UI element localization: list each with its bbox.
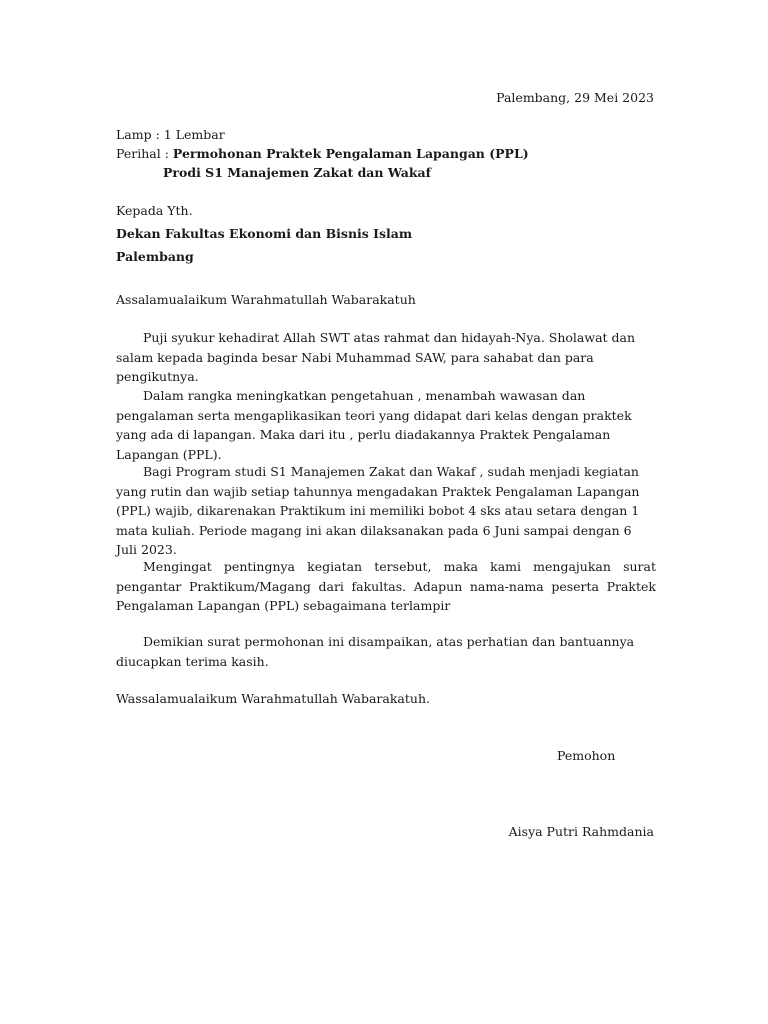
recipient-city: Palembang [116,249,194,264]
perihal-subject-line2: Prodi S1 Manajemen Zakat dan Wakaf [163,165,432,180]
paragraph-4: Mengingat pentingnya kegiatan tersebut, maka kami mengajukan surat pengantar Praktikum/Magang dari fakultas. Adapun nama-nama peserta Praktek Pengalaman Lapangan (PPL) sebagaimana terlampir [116,559,656,613]
perihal-label: Perihal : [116,146,173,161]
greeting: Assalamualaikum Warahmatullah Wabarakatuh [116,292,416,307]
paragraph-1: Puji syukur kehadirat Allah SWT atas rahmat dan hidayah-Nya. Sholawat dan salam kepada baginda besar Nabi Muhammad SAW, para sahabat dan para pengikutnya. [116,330,636,384]
signer-name: Aisya Putri Rahmdania [508,824,654,839]
pemohon-label: Pemohon [557,748,616,763]
paragraph-3: Bagi Program studi S1 Manajemen Zakat dan Wakaf , sudah menjadi kegiatan yang rutin dan wajib setiap tahunnya mengadakan Praktek Pengalaman Lapangan (PPL) wajib, dikarenakan Praktikum ini memiliki bobot 4 sks atau setara dengan 1 mata kuliah. Periode magang ini akan dilaksanakan pada 6 Juni sampai dengan 6 Juli 2023. [116,464,640,557]
paragraph-5: Demikian surat permohonan ini disampaikan, atas perhatian dan bantuannya diucapkan terima kasih. [116,634,635,669]
lamp-line: Lamp : 1 Lembar [116,127,225,142]
paragraph-2: Dalam rangka meningkatkan pengetahuan , menambah wawasan dan pengalaman serta mengaplikasikan teori yang didapat dari kelas dengan praktek yang ada di lapangan. Maka dari itu , perlu diadakannya Praktek Pengalaman Lapangan (PPL). [116,388,632,462]
kepada-line: Kepada Yth. [116,203,193,218]
recipient-title: Dekan Fakultas Ekonomi dan Bisnis Islam [116,226,413,241]
perihal-subject: Permohonan Praktek Pengalaman Lapangan (PPL) [172,146,529,161]
perihal-line [116,144,656,163]
closing-salutation: Wassalamualaikum Warahmatullah Wabarakatuh. [116,691,430,706]
place-date: Palembang, 29 Mei 2023 [496,90,654,105]
